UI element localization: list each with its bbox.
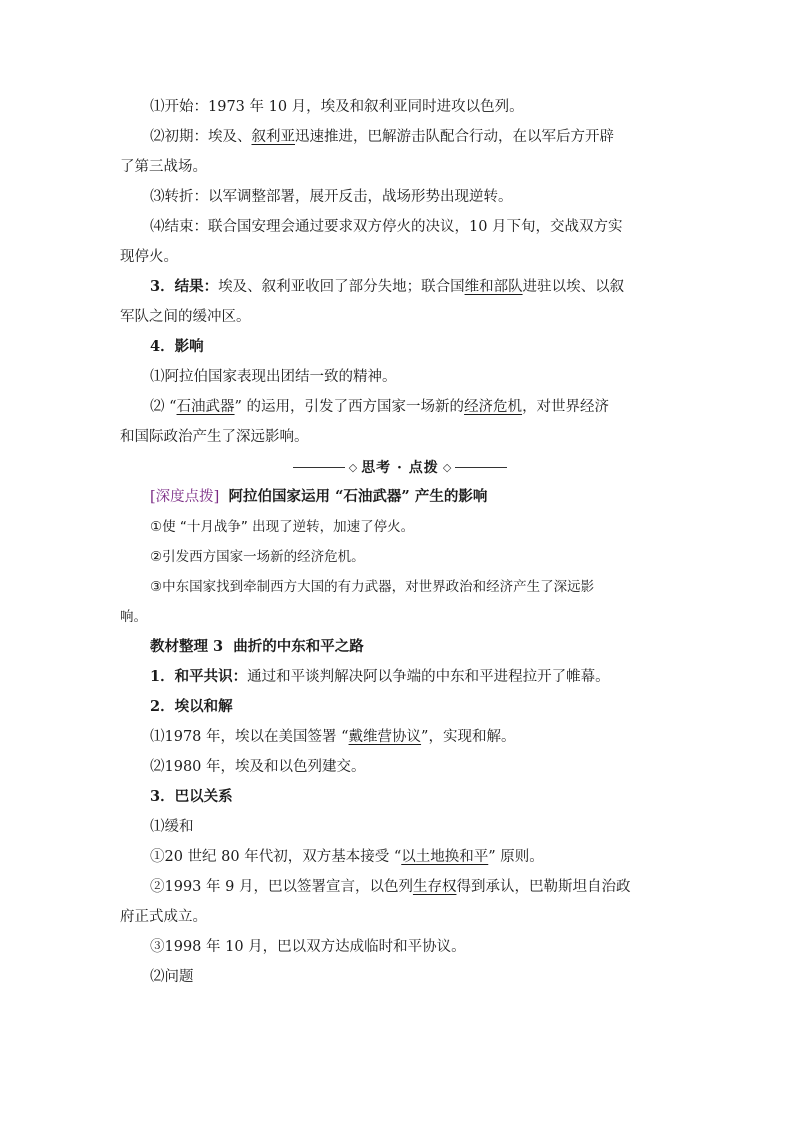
keyword-economic-crisis: 经济危机 <box>464 399 523 415</box>
palestine-problem: ⑵问题 <box>150 969 194 985</box>
keyword-peacekeepers: 维和部队 <box>464 279 523 295</box>
think-divider <box>120 452 680 482</box>
think-point-2: ②引发西方国家一场新的经济危机。 <box>150 549 365 565</box>
egypt-israel-heading: 2．埃以和解 <box>150 698 233 715</box>
divider-title: 思考 · 点拨 <box>361 460 439 476</box>
section-3-heading: 教材整理 3 曲折的中东和平之路 <box>150 638 364 655</box>
palestine-ease: ⑴缓和 <box>150 819 194 835</box>
process-start: ⑴开始：1973 年 10 月，埃及和叙利亚同时进攻以色列。 <box>150 99 524 115</box>
think-point-1: ①使 “十月战争” 出现了逆转，加速了停火。 <box>150 519 415 535</box>
consensus-paragraph: 1．和平共识：通过和平谈判解决阿以争端的中东和平进程拉开了帷幕。 <box>150 668 610 685</box>
impact-item-2: ⑵ “石油武器” 的运用，引发了西方国家一场新的经济危机，对世界经济 <box>150 399 610 415</box>
process-end: ⑷结束：联合国安理会通过要求双方停火的决议，10 月下旬，交战双方实 <box>150 219 623 235</box>
think-tag: [深度点拨] <box>150 489 220 505</box>
palestine-ease-2: ②1993 年 9 月，巴以签署宣言，以色列生存权得到承认，巴勒斯坦自治政 <box>150 879 631 895</box>
keyword-land-for-peace: 以土地换和平 <box>401 849 489 865</box>
divider-rule-left <box>293 467 345 468</box>
diamond-icon: ◇ <box>442 460 452 474</box>
keyword-camp-david: 戴维营协议 <box>348 729 422 745</box>
result-cont: 军队之间的缓冲区。 <box>120 309 251 325</box>
palestine-ease-2-cont: 府正式成立。 <box>120 909 207 925</box>
keyword-syria: 叙利亚 <box>251 129 295 145</box>
process-turn: ⑶转折：以军调整部署，展开反击，战场形势出现逆转。 <box>150 189 513 205</box>
impact-item-2-cont: 和国际政治产生了深远影响。 <box>120 429 309 445</box>
process-end-cont: 现停火。 <box>120 249 178 265</box>
process-early: ⑵初期：埃及、叙利亚迅速推进，巴解游击队配合行动，在以军后方开辟 <box>150 129 614 145</box>
think-point-3-cont: 响。 <box>120 609 147 625</box>
result-paragraph: 3．结果：埃及、叙利亚收回了部分失地；联合国维和部队进驻以埃、以叙 <box>150 278 625 295</box>
palestine-ease-3: ③1998 年 10 月，巴以双方达成临时和平协议。 <box>150 939 466 955</box>
egypt-item-2: ⑵1980 年，埃及和以色列建交。 <box>150 759 366 775</box>
impact-item-1: ⑴阿拉伯国家表现出团结一致的精神。 <box>150 369 397 385</box>
think-point-3: ③中东国家找到牵制西方大国的有力武器，对世界政治和经济产生了深远影 <box>150 579 595 595</box>
keyword-right-to-exist: 生存权 <box>412 879 457 895</box>
think-heading <box>120 482 680 512</box>
impact-heading: 4．影响 <box>150 338 204 355</box>
process-early-cont: 了第三战场。 <box>120 159 207 175</box>
think-title: 阿拉伯国家运用 “石油武器” 产生的影响 <box>228 488 488 505</box>
palestine-ease-1: ①20 世纪 80 年代初，双方基本接受 “以土地换和平” 原则。 <box>150 849 544 865</box>
diamond-icon: ◇ <box>348 460 358 474</box>
keyword-oil-weapon: 石油武器 <box>176 399 235 415</box>
divider-rule-right <box>455 467 507 468</box>
palestine-israel-heading: 3．巴以关系 <box>150 788 233 805</box>
egypt-item-1: ⑴1978 年，埃以在美国签署 “戴维营协议”，实现和解。 <box>150 729 516 745</box>
document-body <box>120 92 680 992</box>
